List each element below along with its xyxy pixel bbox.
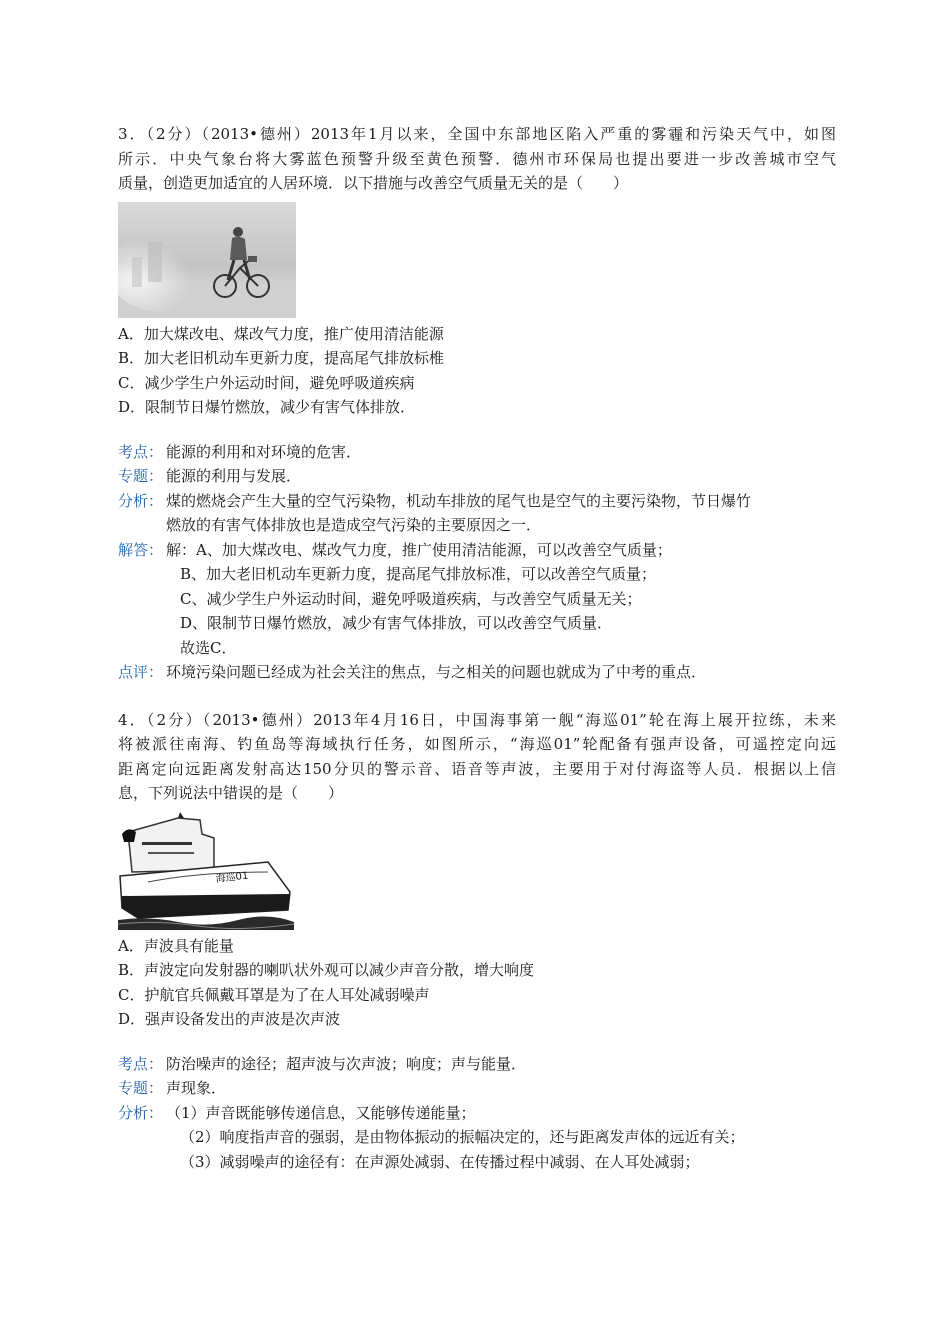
q3-stem-line-2: 所示．中央气象台将大雾蓝色预警升级至黄色预警．德州市环保局也提出要进一步改善城市空气 [118,149,836,168]
q3-option-a: A．加大煤改电、煤改气力度，推广使用清洁能源 [118,324,444,343]
q3-fenxi-line-1: 煤的燃烧会产生大量的空气污染物，机动车排放的尾气也是空气的主要污染物，节日爆竹 [166,491,752,510]
q3-zhuanti-label: 专题： [118,467,164,485]
q4-zhuanti [118,1076,836,1101]
q3-jieda-line-4: D、限制节日爆竹燃放，减少有害气体排放，可以改善空气质量． [180,614,613,632]
q4-zhuanti-label: 专题： [118,1079,164,1097]
q3-kaodian [118,440,836,465]
q4-option-c: C．护航官兵佩戴耳罩是为了在人耳处减弱噪声 [118,985,430,1004]
q4-kaodian-text: 防治噪声的途径；超声波与次声波；响度；声与能量． [166,1054,527,1073]
q4-option-a: A．声波具有能量 [118,936,234,955]
ship-hull-text: 海巡01 [215,870,249,885]
q3-fenxi-label: 分析： [118,491,164,510]
q3-stem-line-1: 3．（2分）（2013•德州）2013年1月以来，全国中东部地区陷入严重的雾霾和污染天气中，如图 [118,125,836,143]
q3-jieda-line-2: B、加大老旧机动车更新力度，提高尾气排放标准，可以改善空气质量； [180,565,657,583]
q4-fenxi-line-3: （3）减弱噪声的途径有：在声源处减弱、在传播过程中减弱、在人耳处减弱； [180,1152,700,1171]
q3-dianping [118,660,836,685]
foggy-cyclist-photo [118,202,296,318]
patrol-ship-photo [118,812,294,930]
q4-kaodian-label: 考点： [118,1054,164,1073]
q3-option-d: D．限制节日爆竹燃放，减少有害气体排放． [118,398,416,416]
question-4 [118,708,836,1175]
q4-option-b: B．声波定向发射器的喇叭状外观可以减少声音分散，增大响度 [118,961,535,979]
q4-stem-line-3: 距离定向远距离发射高达150分贝的警示音、语音等声波，主要用于对付海盗等人员．根据以上信 [118,759,836,778]
q4-stem-line-1: 4．（2分）（2013•德州）2013年4月16日，中国海事第一舰“海巡01”轮在海上展开拉练，未来 [118,710,836,729]
q4-kaodian [118,1052,836,1077]
q3-kaodian-text: 能源的利用和对环境的危害． [166,442,362,461]
q4-option-d: D．强声设备发出的声波是次声波 [118,1010,341,1028]
q4-fenxi [118,1101,836,1175]
q3-fenxi-line-2: 燃放的有害气体排放也是造成空气污染的主要原因之一． [166,516,542,534]
q3-option-c: C．减少学生户外运动时间，避免呼吸道疾病 [118,373,415,392]
q3-jieda-line-3: C、减少学生户外运动时间，避免呼吸道疾病，与改善空气质量无关； [180,589,642,608]
q4-fenxi-line-2: （2）响度指声音的强弱，是由物体振动的振幅决定的，还与距离发声体的远近有关； [180,1128,745,1146]
q3-dianping-label: 点评： [118,663,164,681]
question-3 [118,122,836,685]
q3-jieda [118,538,836,661]
q4-fenxi-label: 分析： [118,1103,164,1122]
q3-fenxi [118,489,836,538]
q4-stem-line-4: 息，下列说法中错误的是（ ） [118,784,344,802]
q3-stem-line-3: 质量，创造更加适宜的人居环境．以下措施与改善空气质量无关的是（ ） [118,174,629,192]
q3-option-b: B．加大老旧机动车更新力度，提高尾气排放标椎 [118,349,445,367]
q3-zhuanti-text: 能源的利用与发展． [166,467,302,485]
q3-dianping-text: 环境污染问题已经成为社会关注的焦点，与之相关的问题也就成为了中考的重点． [166,663,707,681]
q3-jieda-label: 解答： [118,540,164,559]
q3-zhuanti [118,464,836,489]
q3-jieda-line-5: 故选C． [180,638,237,657]
document-page [118,122,836,1174]
q4-fenxi-line-1: （1）声音既能够传递信息，又能够传递能量； [166,1103,476,1122]
q4-zhuanti-text: 声现象． [166,1079,227,1097]
q3-kaodian-label: 考点： [118,442,164,461]
q3-jieda-line-1: 解：A、加大煤改电、煤改气力度，推广使用清洁能源，可以改善空气质量； [166,540,672,559]
q4-stem-line-2: 将被派往南海、钓鱼岛等海域执行任务，如图所示，“海巡01”轮配备有强声设备，可遥控定向远 [118,735,836,753]
